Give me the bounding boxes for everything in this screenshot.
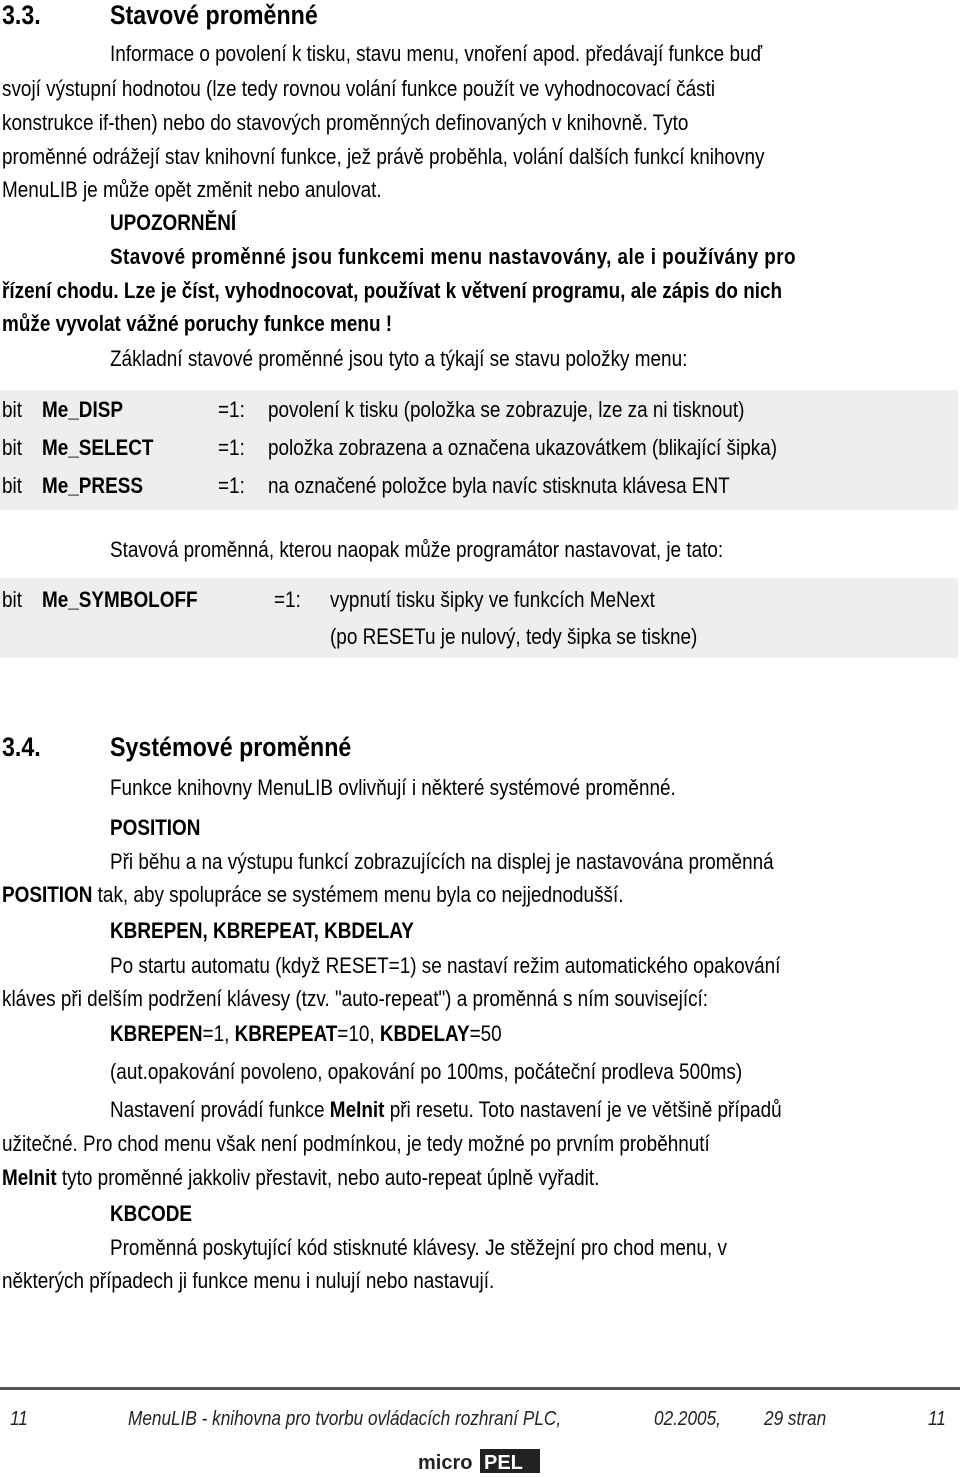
section-title: Systémové proměnné (110, 732, 352, 762)
section-title: Stavové proměnné (110, 0, 318, 30)
var-name: KBREPEAT (234, 1021, 338, 1046)
logo-pel: PEL (484, 1452, 523, 1474)
text-run: při resetu. Toto nastavení je ve většině případů (384, 1097, 782, 1122)
paragraph-line: Po startu automatu (když RESET=1) se nastaví režim automatického opakování (110, 953, 781, 978)
subheading-kb: KBREPEN, KBREPEAT, KBDELAY (110, 918, 414, 943)
warning-title: UPOZORNĚNÍ (110, 210, 237, 235)
basic-vars-intro: Základní stavové proměnné jsou tyto a týkají se stavu položky menu: (110, 346, 688, 371)
paragraph-line: kláves při delším podržení klávesy (tzv. "auto-repeat") a proměnná s ním související: (2, 986, 709, 1011)
kb-values-line (110, 1018, 502, 1050)
footer-rule (0, 1387, 960, 1390)
paragraph-line: Při běhu a na výstupu funkcí zobrazujících na displej je nastavována proměnná (110, 849, 774, 874)
page-number-right: 11 (928, 1408, 946, 1430)
paragraph-line (2, 879, 623, 911)
paragraph-line: některých případech ji funkce menu i nulují nebo nastavují. (2, 1268, 495, 1293)
var-type: bit (2, 397, 22, 422)
var-type: bit (2, 587, 22, 612)
paragraph-line: Proměnná poskytující kód stisknuté klávesy. Je stěžejní pro chod menu, v (110, 1235, 727, 1260)
var-value: =1: (218, 397, 245, 422)
text-run: Nastavení provádí funkce (110, 1097, 330, 1122)
footer-pages: 29 stran (764, 1408, 827, 1430)
paragraph-line: Informace o povolení k tisku, stavu menu, vnoření apod. předávají funkce buď (110, 41, 763, 66)
bold-term: POSITION (2, 882, 93, 907)
warning-line: Stavové proměnné jsou funkcemi menu nastavovány, ale i používány pro (110, 244, 797, 269)
var-name: KBREPEN (110, 1021, 203, 1046)
function-name: MeInit (2, 1165, 57, 1190)
warning-line: může vyvolat vážné poruchy funkce menu ! (2, 311, 393, 336)
logo-text: micro (418, 1452, 473, 1474)
footer-date: 02.2005, (654, 1408, 721, 1430)
warning-line: řízení chodu. Lze je číst, vyhodnocovat, používat k větvení programu, ale zápis do nich (2, 278, 783, 303)
paragraph-line (2, 1162, 599, 1194)
paragraph-line: MenuLIB je může opět změnit nebo anulovat. (2, 177, 382, 202)
settable-var-intro: Stavová proměnná, kterou naopak může programátor nastavovat, je tato: (110, 537, 724, 562)
paragraph-line: svojí výstupní hodnotou (lze tedy rovnou volání funkce použít ve vyhodnocovací části (2, 76, 716, 101)
text-run: tyto proměnné jakkoliv přestavit, nebo auto-repeat úplně vyřadit. (56, 1165, 600, 1190)
var-type: bit (2, 435, 22, 460)
paragraph-line: užitečné. Pro chod menu však není podmínkou, je tedy možné po prvním proběhnutí (2, 1131, 710, 1156)
var-name: Me_PRESS (42, 473, 143, 498)
footer-title: MenuLIB - knihovna pro tvorbu ovládacích rozhraní PLC, (128, 1408, 562, 1430)
text-run: tak, aby spolupráce se systémem menu byla co nejjednodušší. (92, 882, 624, 907)
paragraph-line: proměnné odrážejí stav knihovní funkce, jež právě proběhla, volání dalších funkcí knihovny (2, 144, 765, 169)
var-desc: položka zobrazena a označena ukazovátkem (blikající šipka) (268, 435, 778, 460)
var-value: =50 (469, 1021, 502, 1046)
var-value: =10, (337, 1021, 380, 1046)
var-value: =1: (218, 473, 245, 498)
var-value: =1: (218, 435, 245, 460)
var-desc: na označené položce byla navíc stisknuta klávesa ENT (268, 473, 730, 498)
function-name: MeInit (329, 1097, 385, 1122)
var-value: =1, (202, 1021, 235, 1046)
var-type: bit (2, 473, 22, 498)
var-desc: (po RESETu je nulový, tedy šipka se tiskne) (330, 624, 698, 649)
micropel-logo (418, 1447, 548, 1475)
page-number-left: 11 (10, 1408, 28, 1430)
var-name: Me_SELECT (42, 435, 154, 460)
subheading-kbcode: KBCODE (110, 1201, 192, 1226)
var-desc: povolení k tisku (položka se zobrazuje, lze za ni tisknout) (268, 397, 745, 422)
var-name: Me_DISP (42, 397, 123, 422)
var-name: Me_SYMBOLOFF (42, 587, 198, 612)
paragraph-line (110, 1094, 782, 1126)
section-number: 3.4. (2, 732, 41, 762)
paragraph-line: Funkce knihovny MenuLIB ovlivňují i některé systémové proměnné. (110, 775, 676, 800)
section-number: 3.3. (2, 0, 41, 30)
subheading-position: POSITION (110, 815, 201, 840)
paragraph-line: konstrukce if-then) nebo do stavových proměnných definovaných v knihovně. Tyto (2, 110, 689, 135)
kb-note: (aut.opakování povoleno, opakování po 100ms, počáteční prodleva 500ms) (110, 1059, 743, 1084)
var-name: KBDELAY (379, 1021, 470, 1046)
var-desc: vypnutí tisku šipky ve funkcích MeNext (330, 587, 655, 612)
var-value: =1: (274, 587, 301, 612)
